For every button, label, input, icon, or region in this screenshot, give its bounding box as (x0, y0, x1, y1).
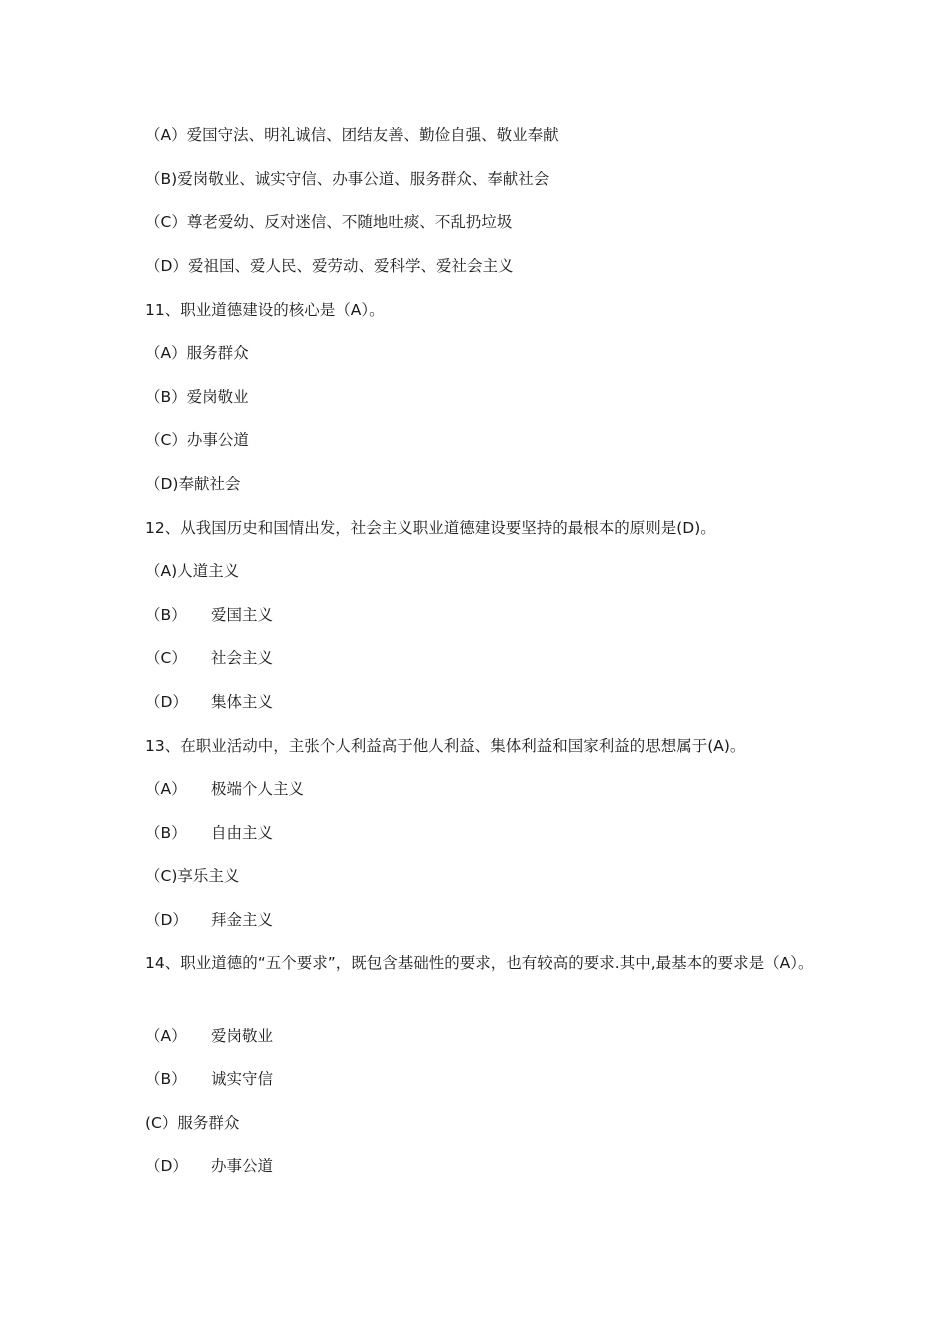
option-line (145, 910, 273, 930)
option-text: 享乐主义 (177, 867, 240, 885)
question-13 (145, 736, 745, 756)
option-line (145, 256, 513, 276)
option-text: 拜金主义 (211, 911, 274, 929)
option-text: 办事公道 (186, 431, 249, 449)
option-line (145, 169, 549, 189)
option-mark: （B) (145, 170, 178, 188)
option-mark: （C） (145, 431, 187, 449)
option-line (145, 125, 559, 145)
question-text: 14、职业道德的“五个要求”，既包含基础性的要求，也有较高的要求.其中,最基本的要求是（A）。 (145, 954, 814, 972)
option-mark: （C） (145, 213, 187, 231)
option-text: 人道主义 (177, 562, 240, 580)
option-line (145, 692, 273, 712)
option-mark: （B） (145, 388, 187, 406)
option-text: 爱岗敬业 (186, 388, 249, 406)
option-text: 自由主义 (211, 824, 274, 842)
option-line (145, 212, 512, 232)
option-line (145, 1026, 273, 1046)
option-line (145, 1069, 273, 1089)
option-mark: (C） (145, 1114, 178, 1132)
option-line (145, 1156, 273, 1176)
option-text: 集体主义 (211, 693, 274, 711)
option-text: 尊老爱幼、反对迷信、不随地吐痰、不乱扔垃圾 (186, 213, 513, 231)
option-text: 社会主义 (211, 649, 274, 667)
option-mark: （A) (145, 562, 178, 580)
question-text: 13、在职业活动中，主张个人利益高于他人利益、集体利益和国家利益的思想属于(A)。 (145, 737, 746, 755)
option-text: 服务群众 (177, 1114, 240, 1132)
option-mark: （A） (145, 344, 187, 362)
option-mark: （D） (145, 1157, 188, 1175)
option-text: 爱国守法、明礼诚信、团结友善、勤俭自强、敬业奉献 (186, 126, 559, 144)
option-line (145, 605, 273, 625)
option-mark: （A） (145, 1027, 187, 1045)
question-text: 11、职业道德建设的核心是（A）。 (145, 301, 385, 319)
option-mark: （D) (145, 475, 179, 493)
option-line (145, 648, 273, 668)
option-text: 奉献社会 (178, 475, 241, 493)
option-text: 办事公道 (211, 1157, 274, 1175)
option-mark: （B） (145, 1070, 187, 1088)
option-line (145, 387, 249, 407)
option-mark: （C） (145, 649, 187, 667)
option-line (145, 474, 241, 494)
question-text: 12、从我国历史和国情出发，社会主义职业道德建设要坚持的最根本的原则是(D)。 (145, 519, 716, 537)
question-14 (145, 949, 825, 978)
option-text: 爱岗敬业 (211, 1027, 274, 1045)
option-mark: （B） (145, 824, 187, 842)
option-line (145, 866, 239, 886)
option-line (145, 779, 304, 799)
option-mark: （A） (145, 126, 187, 144)
question-11 (145, 300, 385, 320)
option-line (145, 561, 239, 581)
option-mark: （D） (145, 693, 188, 711)
option-mark: （C) (145, 867, 178, 885)
option-line (145, 1113, 239, 1133)
option-line (145, 343, 249, 363)
option-line (145, 430, 249, 450)
option-line (145, 823, 273, 843)
option-mark: （D） (145, 257, 188, 275)
option-text: 爱国主义 (211, 606, 274, 624)
option-text: 爱岗敬业、诚实守信、办事公道、服务群众、奉献社会 (177, 170, 550, 188)
option-text: 极端个人主义 (211, 780, 305, 798)
question-12 (145, 518, 716, 538)
option-text: 爱祖国、爱人民、爱劳动、爱科学、爱社会主义 (187, 257, 514, 275)
option-text: 服务群众 (186, 344, 249, 362)
option-mark: （D） (145, 911, 188, 929)
option-text: 诚实守信 (211, 1070, 274, 1088)
option-mark: （B） (145, 606, 187, 624)
option-mark: （A） (145, 780, 187, 798)
